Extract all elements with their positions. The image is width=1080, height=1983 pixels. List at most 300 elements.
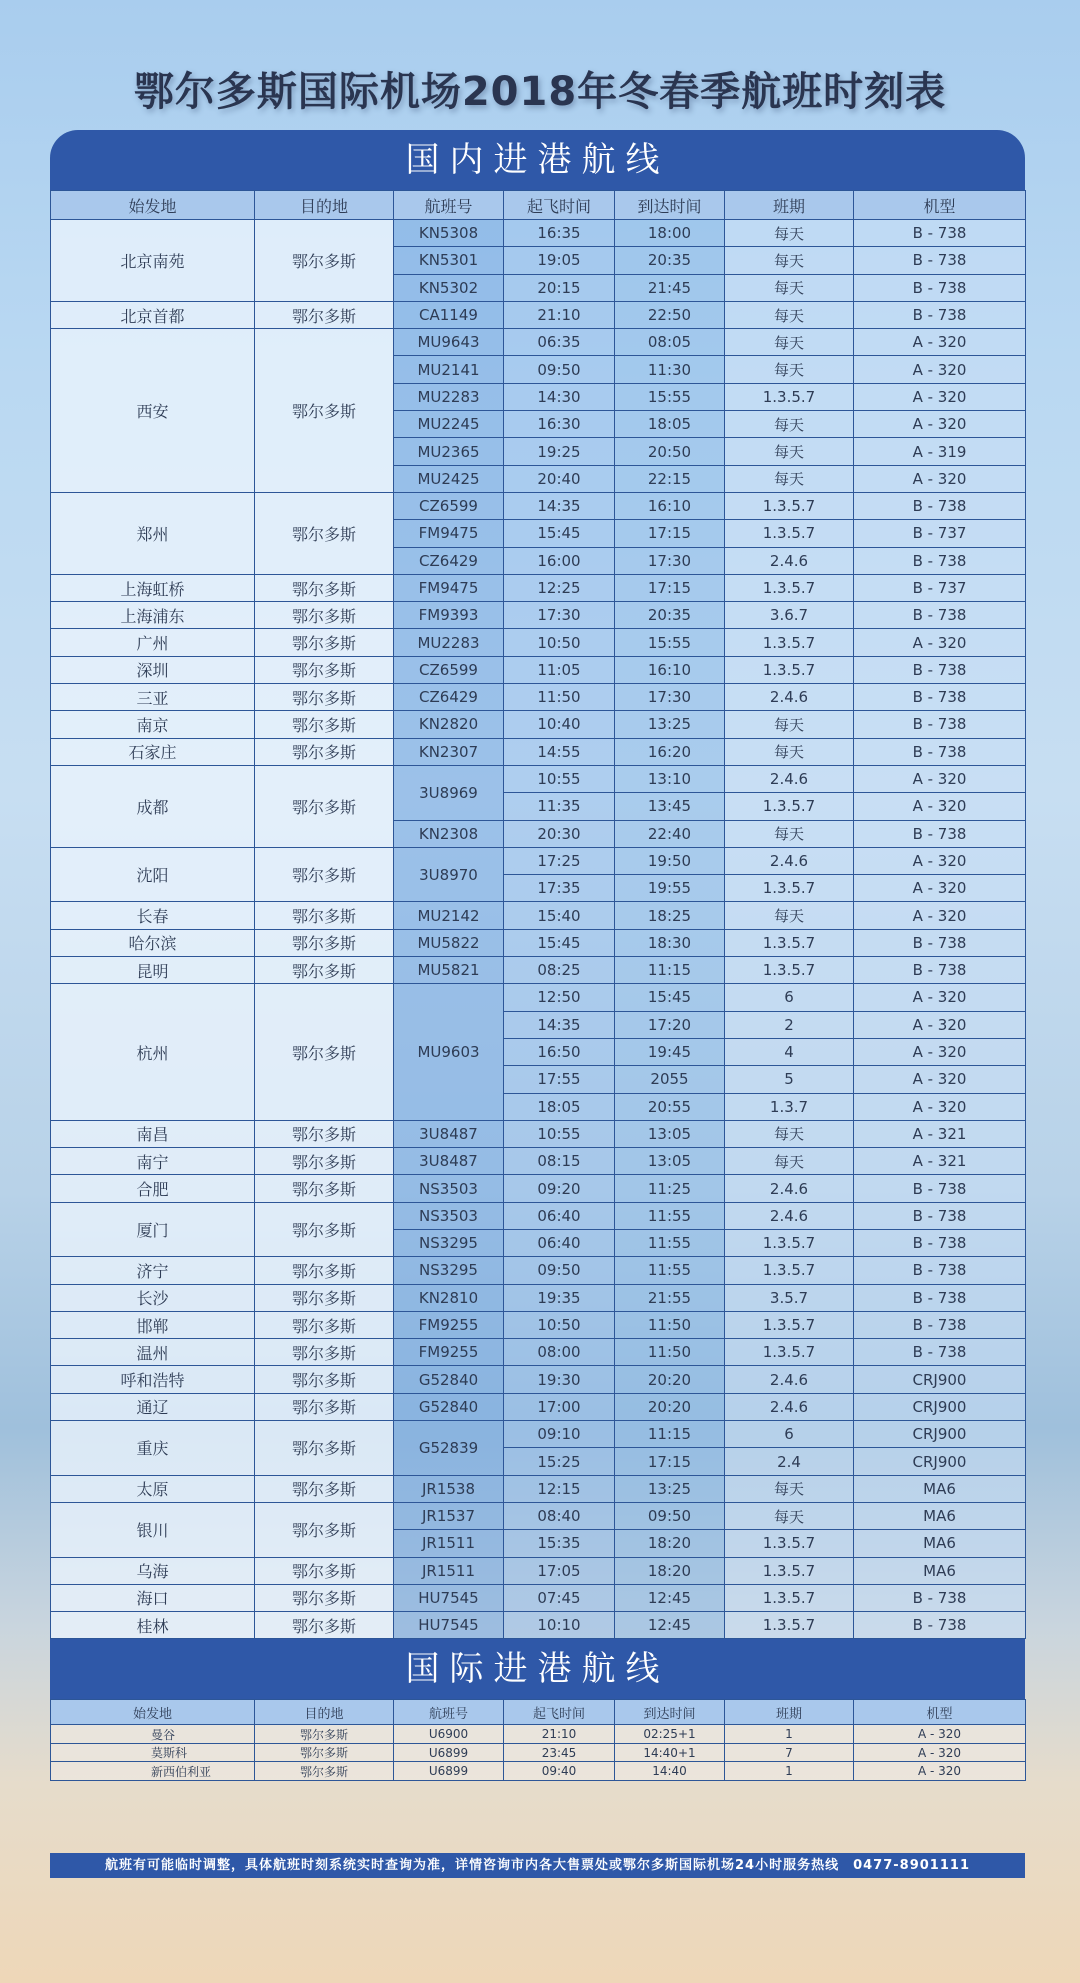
schedule-days-cell: 1.3.5.7 [725, 957, 854, 984]
schedule-days-cell: 1.3.5.7 [725, 520, 854, 547]
departure-time-cell: 23:45 [504, 1743, 615, 1762]
destination-cell: 鄂尔多斯 [255, 738, 394, 765]
departure-time-cell: 10:40 [504, 711, 615, 738]
aircraft-type-cell: B - 738 [854, 656, 1026, 683]
departure-time-cell: 11:05 [504, 656, 615, 683]
flight-number-cell: HU7545 [394, 1584, 504, 1611]
destination-cell: 鄂尔多斯 [255, 1725, 394, 1744]
destination-cell: 鄂尔多斯 [255, 220, 394, 302]
flight-number-cell: NS3295 [394, 1229, 504, 1256]
aircraft-type-cell: A - 320 [854, 1725, 1026, 1744]
table-row [51, 574, 1026, 601]
schedule-days-cell: 每天 [725, 465, 854, 492]
origin-cell: 太原 [51, 1475, 255, 1502]
destination-cell: 鄂尔多斯 [255, 1311, 394, 1338]
origin-cell: 海口 [51, 1584, 255, 1611]
table-row [51, 738, 1026, 765]
schedule-days-cell: 1.3.5.7 [725, 1229, 854, 1256]
aircraft-type-cell: A - 320 [854, 356, 1026, 383]
departure-time-cell: 14:30 [504, 383, 615, 410]
flight-number-cell: FM9255 [394, 1339, 504, 1366]
aircraft-type-cell: B - 738 [854, 602, 1026, 629]
arrival-time-cell: 12:45 [615, 1584, 725, 1611]
arrival-time-cell: 11:30 [615, 356, 725, 383]
flight-number-cell: KN2810 [394, 1284, 504, 1311]
arrival-time-cell: 11:50 [615, 1311, 725, 1338]
destination-cell: 鄂尔多斯 [255, 1339, 394, 1366]
table-row [51, 1475, 1026, 1502]
arrival-time-cell: 13:05 [615, 1120, 725, 1147]
table-row [51, 1725, 1026, 1744]
departure-time-cell: 10:50 [504, 1311, 615, 1338]
aircraft-type-cell: B - 738 [854, 929, 1026, 956]
aircraft-type-cell: B - 738 [854, 1202, 1026, 1229]
departure-time-cell: 09:20 [504, 1175, 615, 1202]
table-row [51, 711, 1026, 738]
departure-time-cell: 15:45 [504, 929, 615, 956]
destination-cell: 鄂尔多斯 [255, 1421, 394, 1476]
origin-cell: 邯郸 [51, 1311, 255, 1338]
arrival-time-cell: 18:25 [615, 902, 725, 929]
origin-cell: 温州 [51, 1339, 255, 1366]
arrival-time-cell: 21:55 [615, 1284, 725, 1311]
flight-number-cell: FM9475 [394, 574, 504, 601]
aircraft-type-cell: B - 738 [854, 547, 1026, 574]
col-flight-no: 航班号 [394, 191, 504, 220]
aircraft-type-cell: B - 738 [854, 1612, 1026, 1639]
table-row [51, 847, 1026, 874]
departure-time-cell: 09:50 [504, 1257, 615, 1284]
destination-cell: 鄂尔多斯 [255, 1120, 394, 1147]
origin-cell: 上海浦东 [51, 602, 255, 629]
schedule-days-cell: 2 [725, 1011, 854, 1038]
flight-number-cell: MU2283 [394, 383, 504, 410]
origin-cell: 昆明 [51, 957, 255, 984]
departure-time-cell: 19:30 [504, 1366, 615, 1393]
arrival-time-cell: 13:45 [615, 793, 725, 820]
schedule-days-cell: 2.4.6 [725, 1366, 854, 1393]
origin-cell: 成都 [51, 765, 255, 847]
schedule-days-cell: 2.4.6 [725, 1202, 854, 1229]
schedule-days-cell: 每天 [725, 356, 854, 383]
departure-time-cell: 16:30 [504, 411, 615, 438]
aircraft-type-cell: A - 320 [854, 465, 1026, 492]
aircraft-type-cell: B - 737 [854, 520, 1026, 547]
international-header-row [51, 1700, 1026, 1725]
flight-number-cell: KN2820 [394, 711, 504, 738]
flight-number-cell: FM9393 [394, 602, 504, 629]
departure-time-cell: 20:15 [504, 274, 615, 301]
departure-time-cell: 09:40 [504, 1762, 615, 1781]
schedule-days-cell: 1.3.5.7 [725, 1612, 854, 1639]
arrival-time-cell: 18:30 [615, 929, 725, 956]
table-row [51, 1284, 1026, 1311]
flight-number-cell: KN5302 [394, 274, 504, 301]
table-row [51, 602, 1026, 629]
destination-cell: 鄂尔多斯 [255, 1175, 394, 1202]
arrival-time-cell: 17:20 [615, 1011, 725, 1038]
departure-time-cell: 08:00 [504, 1339, 615, 1366]
arrival-time-cell: 17:15 [615, 520, 725, 547]
origin-cell: 呼和浩特 [51, 1366, 255, 1393]
schedule-days-cell: 1.3.5.7 [725, 1557, 854, 1584]
schedule-days-cell: 1.3.5.7 [725, 1530, 854, 1557]
departure-time-cell: 12:25 [504, 574, 615, 601]
origin-cell: 哈尔滨 [51, 929, 255, 956]
flight-number-cell: JR1511 [394, 1557, 504, 1584]
schedule-days-cell: 2.4.6 [725, 1175, 854, 1202]
aircraft-type-cell: CRJ900 [854, 1366, 1026, 1393]
origin-cell: 合肥 [51, 1175, 255, 1202]
schedule-days-cell: 1.3.5.7 [725, 875, 854, 902]
arrival-time-cell: 15:55 [615, 629, 725, 656]
destination-cell: 鄂尔多斯 [255, 1284, 394, 1311]
aircraft-type-cell: A - 320 [854, 383, 1026, 410]
destination-cell: 鄂尔多斯 [255, 602, 394, 629]
schedule-days-cell: 1.3.5.7 [725, 629, 854, 656]
flight-number-cell: CZ6429 [394, 547, 504, 574]
flight-number-cell: JR1537 [394, 1502, 504, 1529]
flight-number-cell: 3U8970 [394, 847, 504, 902]
flight-number-cell: G52840 [394, 1366, 504, 1393]
arrival-time-cell: 20:50 [615, 438, 725, 465]
departure-time-cell: 19:35 [504, 1284, 615, 1311]
flight-number-cell: JR1511 [394, 1530, 504, 1557]
destination-cell: 鄂尔多斯 [255, 1557, 394, 1584]
origin-cell: 西安 [51, 329, 255, 493]
departure-time-cell: 12:15 [504, 1475, 615, 1502]
arrival-time-cell: 18:05 [615, 411, 725, 438]
origin-cell: 北京首都 [51, 301, 255, 328]
schedule-days-cell: 每天 [725, 1475, 854, 1502]
departure-time-cell: 11:35 [504, 793, 615, 820]
destination-cell: 鄂尔多斯 [255, 1257, 394, 1284]
aircraft-type-cell: A - 319 [854, 438, 1026, 465]
schedule-days-cell: 1.3.5.7 [725, 793, 854, 820]
aircraft-type-cell: B - 738 [854, 220, 1026, 247]
aircraft-type-cell: B - 738 [854, 301, 1026, 328]
flight-number-cell: CZ6599 [394, 492, 504, 519]
departure-time-cell: 19:05 [504, 247, 615, 274]
aircraft-type-cell: B - 738 [854, 957, 1026, 984]
departure-time-cell: 17:30 [504, 602, 615, 629]
arrival-time-cell: 11:25 [615, 1175, 725, 1202]
schedule-days-cell: 每天 [725, 301, 854, 328]
aircraft-type-cell: B - 738 [854, 820, 1026, 847]
flight-number-cell: MU2365 [394, 438, 504, 465]
arrival-time-cell: 20:55 [615, 1093, 725, 1120]
origin-cell: 重庆 [51, 1421, 255, 1476]
schedule-days-cell: 6 [725, 1421, 854, 1448]
departure-time-cell: 20:40 [504, 465, 615, 492]
schedule-days-cell: 每天 [725, 274, 854, 301]
arrival-time-cell: 11:55 [615, 1202, 725, 1229]
flight-number-cell: NS3295 [394, 1257, 504, 1284]
schedule-days-cell: 1.3.5.7 [725, 929, 854, 956]
domestic-section-heading: 国内进港航线 [50, 130, 1025, 190]
table-row [51, 1366, 1026, 1393]
arrival-time-cell: 13:25 [615, 1475, 725, 1502]
table-row [51, 1120, 1026, 1147]
destination-cell: 鄂尔多斯 [255, 574, 394, 601]
arrival-time-cell: 19:55 [615, 875, 725, 902]
schedule-days-cell: 1.3.5.7 [725, 1257, 854, 1284]
schedule-days-cell: 每天 [725, 902, 854, 929]
departure-time-cell: 14:55 [504, 738, 615, 765]
origin-cell: 南宁 [51, 1148, 255, 1175]
arrival-time-cell: 08:05 [615, 329, 725, 356]
aircraft-type-cell: B - 737 [854, 574, 1026, 601]
aircraft-type-cell: B - 738 [854, 738, 1026, 765]
schedule-days-cell: 1.3.5.7 [725, 574, 854, 601]
table-row [51, 1311, 1026, 1338]
table-row [51, 1557, 1026, 1584]
table-row [51, 301, 1026, 328]
origin-cell: 济宁 [51, 1257, 255, 1284]
aircraft-type-cell: A - 320 [854, 765, 1026, 792]
flight-number-cell: KN2307 [394, 738, 504, 765]
schedule-days-cell: 每天 [725, 738, 854, 765]
departure-time-cell: 16:35 [504, 220, 615, 247]
departure-time-cell: 07:45 [504, 1584, 615, 1611]
origin-cell: 桂林 [51, 1612, 255, 1639]
departure-time-cell: 17:05 [504, 1557, 615, 1584]
origin-cell: 长春 [51, 902, 255, 929]
arrival-time-cell: 12:45 [615, 1612, 725, 1639]
table-row [51, 684, 1026, 711]
departure-time-cell: 08:15 [504, 1148, 615, 1175]
departure-time-cell: 15:45 [504, 520, 615, 547]
schedule-days-cell: 3.5.7 [725, 1284, 854, 1311]
table-row [51, 1612, 1026, 1639]
schedule-days-cell: 1.3.5.7 [725, 383, 854, 410]
departure-time-cell: 17:55 [504, 1066, 615, 1093]
schedule-days-cell: 1.3.5.7 [725, 492, 854, 519]
departure-time-cell: 17:35 [504, 875, 615, 902]
flight-number-cell: U6899 [394, 1762, 504, 1781]
table-row [51, 1148, 1026, 1175]
arrival-time-cell: 14:40+1 [615, 1743, 725, 1762]
origin-cell: 南昌 [51, 1120, 255, 1147]
aircraft-type-cell: A - 320 [854, 1743, 1026, 1762]
destination-cell: 鄂尔多斯 [255, 684, 394, 711]
flight-number-cell: CZ6599 [394, 656, 504, 683]
col-aircraft: 机型 [854, 1700, 1026, 1725]
flight-number-cell: MU2141 [394, 356, 504, 383]
departure-time-cell: 15:25 [504, 1448, 615, 1475]
departure-time-cell: 06:35 [504, 329, 615, 356]
aircraft-type-cell: B - 738 [854, 1584, 1026, 1611]
arrival-time-cell: 11:50 [615, 1339, 725, 1366]
aircraft-type-cell: A - 320 [854, 984, 1026, 1011]
arrival-time-cell: 11:55 [615, 1257, 725, 1284]
schedule-days-cell: 每天 [725, 329, 854, 356]
schedule-days-cell: 2.4.6 [725, 765, 854, 792]
origin-cell: 三亚 [51, 684, 255, 711]
aircraft-type-cell: MA6 [854, 1530, 1026, 1557]
arrival-time-cell: 15:55 [615, 383, 725, 410]
origin-cell: 银川 [51, 1502, 255, 1557]
origin-cell: 深圳 [51, 656, 255, 683]
origin-cell: 沈阳 [51, 847, 255, 902]
table-row [51, 1175, 1026, 1202]
aircraft-type-cell: B - 738 [854, 1284, 1026, 1311]
destination-cell: 鄂尔多斯 [255, 492, 394, 574]
destination-cell: 鄂尔多斯 [255, 1612, 394, 1639]
table-row [51, 1762, 1026, 1781]
origin-cell: 石家庄 [51, 738, 255, 765]
origin-cell: 莫斯科 [51, 1743, 255, 1762]
col-origin: 始发地 [51, 1700, 255, 1725]
departure-time-cell: 14:35 [504, 1011, 615, 1038]
schedule-days-cell: 7 [725, 1743, 854, 1762]
table-row [51, 1743, 1026, 1762]
arrival-time-cell: 20:35 [615, 247, 725, 274]
destination-cell: 鄂尔多斯 [255, 984, 394, 1120]
schedule-days-cell: 1.3.5.7 [725, 656, 854, 683]
table-row [51, 329, 1026, 356]
schedule-days-cell: 2.4.6 [725, 547, 854, 574]
col-aircraft: 机型 [854, 191, 1026, 220]
schedule-days-cell: 6 [725, 984, 854, 1011]
departure-time-cell: 21:10 [504, 1725, 615, 1744]
aircraft-type-cell: A - 320 [854, 329, 1026, 356]
origin-cell: 厦门 [51, 1202, 255, 1257]
departure-time-cell: 19:25 [504, 438, 615, 465]
aircraft-type-cell: A - 320 [854, 411, 1026, 438]
international-body [51, 1725, 1026, 1781]
schedule-days-cell: 2.4.6 [725, 847, 854, 874]
departure-time-cell: 20:30 [504, 820, 615, 847]
aircraft-type-cell: A - 320 [854, 847, 1026, 874]
aircraft-type-cell: CRJ900 [854, 1421, 1026, 1448]
schedule-days-cell: 每天 [725, 1502, 854, 1529]
schedule-days-cell: 1.3.7 [725, 1093, 854, 1120]
departure-time-cell: 10:55 [504, 1120, 615, 1147]
destination-cell: 鄂尔多斯 [255, 1366, 394, 1393]
departure-time-cell: 14:35 [504, 492, 615, 519]
arrival-time-cell: 19:50 [615, 847, 725, 874]
flight-number-cell: JR1538 [394, 1475, 504, 1502]
aircraft-type-cell: CRJ900 [854, 1448, 1026, 1475]
flight-number-cell: 3U8487 [394, 1120, 504, 1147]
table-row [51, 1257, 1026, 1284]
arrival-time-cell: 15:45 [615, 984, 725, 1011]
flight-number-cell: 3U8487 [394, 1148, 504, 1175]
flight-number-cell: CZ6429 [394, 684, 504, 711]
arrival-time-cell: 22:15 [615, 465, 725, 492]
flight-number-cell: MU2245 [394, 411, 504, 438]
arrival-time-cell: 19:45 [615, 1038, 725, 1065]
departure-time-cell: 15:40 [504, 902, 615, 929]
departure-time-cell: 17:25 [504, 847, 615, 874]
destination-cell: 鄂尔多斯 [255, 765, 394, 847]
arrival-time-cell: 21:45 [615, 274, 725, 301]
table-row [51, 929, 1026, 956]
flight-number-cell: HU7545 [394, 1612, 504, 1639]
origin-cell: 上海虹桥 [51, 574, 255, 601]
schedule-days-cell: 1.3.5.7 [725, 1584, 854, 1611]
arrival-time-cell: 22:40 [615, 820, 725, 847]
schedule-days-cell: 每天 [725, 247, 854, 274]
table-row [51, 984, 1026, 1011]
table-row [51, 1339, 1026, 1366]
table-row [51, 1202, 1026, 1229]
destination-cell: 鄂尔多斯 [255, 329, 394, 493]
arrival-time-cell: 18:00 [615, 220, 725, 247]
arrival-time-cell: 14:40 [615, 1762, 725, 1781]
destination-cell: 鄂尔多斯 [255, 1762, 394, 1781]
flight-number-cell: CA1149 [394, 301, 504, 328]
col-departure: 起飞时间 [504, 191, 615, 220]
destination-cell: 鄂尔多斯 [255, 629, 394, 656]
aircraft-type-cell: MA6 [854, 1475, 1026, 1502]
arrival-time-cell: 13:05 [615, 1148, 725, 1175]
arrival-time-cell: 16:10 [615, 492, 725, 519]
departure-time-cell: 09:50 [504, 356, 615, 383]
arrival-time-cell: 18:20 [615, 1557, 725, 1584]
domestic-header-row [51, 191, 1026, 220]
arrival-time-cell: 20:20 [615, 1366, 725, 1393]
schedule-days-cell: 2.4.6 [725, 1393, 854, 1420]
table-row [51, 902, 1026, 929]
destination-cell: 鄂尔多斯 [255, 929, 394, 956]
schedule-days-cell: 每天 [725, 438, 854, 465]
flight-number-cell: MU5822 [394, 929, 504, 956]
schedule-days-cell: 每天 [725, 1120, 854, 1147]
domestic-table [50, 190, 1026, 1639]
page-title: 鄂尔多斯国际机场2018年冬春季航班时刻表 [133, 69, 947, 115]
flight-number-cell: NS3503 [394, 1202, 504, 1229]
departure-time-cell: 21:10 [504, 301, 615, 328]
destination-cell: 鄂尔多斯 [255, 1393, 394, 1420]
schedule-days-cell: 1.3.5.7 [725, 1311, 854, 1338]
schedule-days-cell: 每天 [725, 820, 854, 847]
departure-time-cell: 08:40 [504, 1502, 615, 1529]
destination-cell: 鄂尔多斯 [255, 957, 394, 984]
destination-cell: 鄂尔多斯 [255, 1502, 394, 1557]
schedule-days-cell: 1 [725, 1725, 854, 1744]
aircraft-type-cell: A - 321 [854, 1148, 1026, 1175]
flight-number-cell: U6900 [394, 1725, 504, 1744]
departure-time-cell: 10:55 [504, 765, 615, 792]
aircraft-type-cell: A - 321 [854, 1120, 1026, 1147]
schedule-days-cell: 每天 [725, 220, 854, 247]
international-section-heading: 国际进港航线 [50, 1639, 1025, 1699]
schedule-panel [50, 130, 1025, 1781]
destination-cell: 鄂尔多斯 [255, 711, 394, 738]
origin-cell: 郑州 [51, 492, 255, 574]
footer-notice: 航班有可能临时调整，具体航班时刻系统实时查询为准，详情咨询市内各大售票处或鄂尔多斯国际机场24小时服务热线 0477-8901111 [50, 1853, 1025, 1878]
schedule-days-cell: 1.3.5.7 [725, 1339, 854, 1366]
flight-number-cell: MU9643 [394, 329, 504, 356]
flight-number-cell: 3U8969 [394, 765, 504, 820]
departure-time-cell: 11:50 [504, 684, 615, 711]
flight-number-cell: G52840 [394, 1393, 504, 1420]
destination-cell: 鄂尔多斯 [255, 847, 394, 902]
aircraft-type-cell: B - 738 [854, 274, 1026, 301]
table-row [51, 220, 1026, 247]
aircraft-type-cell: A - 320 [854, 902, 1026, 929]
arrival-time-cell: 17:15 [615, 1448, 725, 1475]
aircraft-type-cell: MA6 [854, 1502, 1026, 1529]
flight-number-cell: KN2308 [394, 820, 504, 847]
origin-cell: 杭州 [51, 984, 255, 1120]
flight-number-cell: FM9255 [394, 1311, 504, 1338]
departure-time-cell: 18:05 [504, 1093, 615, 1120]
arrival-time-cell: 02:25+1 [615, 1725, 725, 1744]
destination-cell: 鄂尔多斯 [255, 1743, 394, 1762]
